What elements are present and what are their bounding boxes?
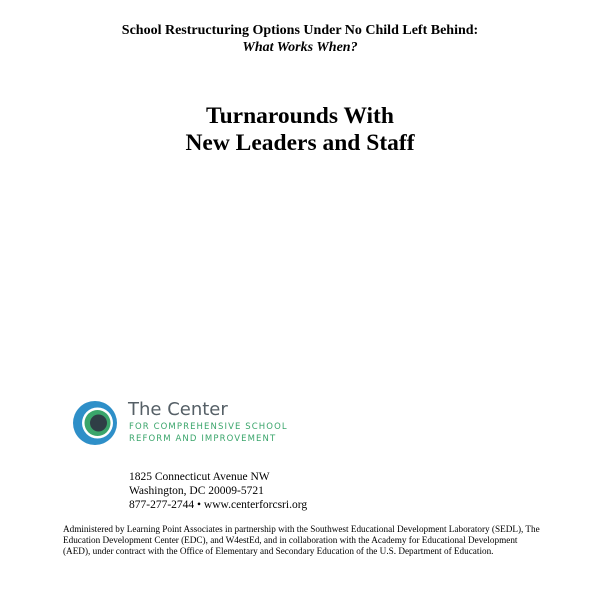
page-title	[0, 103, 600, 157]
logo-tagline-line-2: REFORM AND IMPROVEMENT	[129, 433, 277, 444]
series-subtitle: What Works When?	[242, 40, 358, 55]
page-title-line-2: New Leaders and Staff	[185, 130, 415, 156]
logo-name: The Center	[128, 399, 228, 420]
page-title-line-1: Turnarounds With	[206, 103, 394, 129]
logo-tagline	[129, 422, 288, 445]
address-street: 1825 Connecticut Avenue NW	[129, 471, 270, 483]
logo-tagline-line-1: FOR COMPREHENSIVE SCHOOL	[129, 422, 288, 432]
administration-note: Administered by Learning Point Associates in partnership with the Southwest Educational Development Laboratory (SEDL), The Education Development Center (EDC), and W4estEd, and in collaboration with the Academy for Educational Development (AED), under contract with the Office of Elementary and Secondary Education of the U.S. Department of Education.	[63, 524, 540, 557]
logo-mark-icon	[70, 398, 120, 448]
address-city: Washington, DC 20009-5721	[129, 485, 264, 497]
center-logo	[70, 398, 330, 450]
address-contact: 877-277-2744 • www.centerforcsri.org	[129, 499, 308, 511]
address-block	[129, 470, 307, 512]
series-header	[0, 22, 600, 56]
series-title: School Restructuring Options Under No Child Left Behind:	[121, 23, 479, 38]
